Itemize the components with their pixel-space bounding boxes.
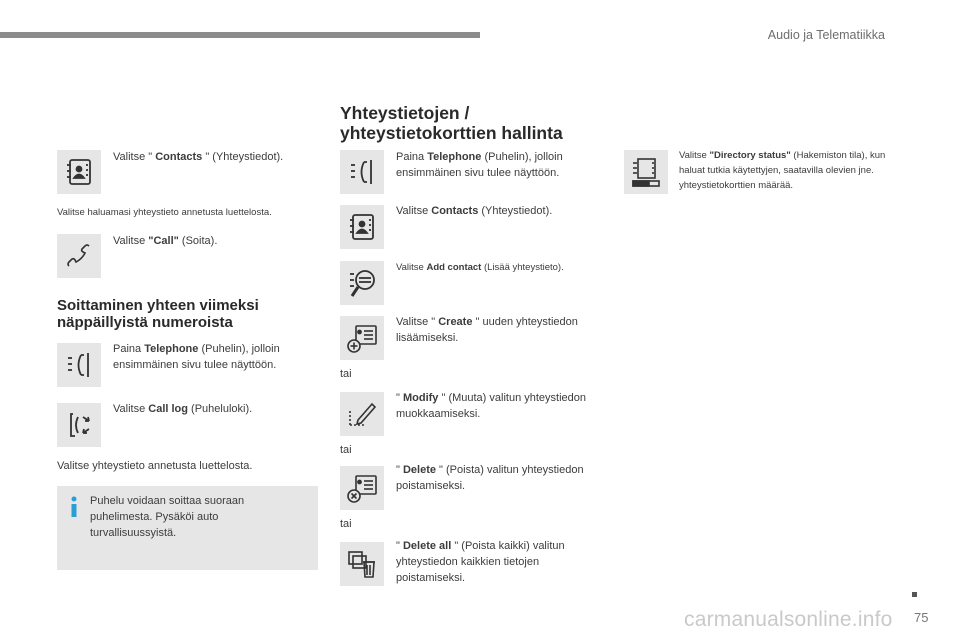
step-press-telephone: Paina Telephone (Puhelin), jolloin ensimmäinen sivu tulee näyttöön. — [113, 343, 280, 371]
heading-manage-contacts — [340, 103, 620, 143]
telephone-icon — [57, 343, 101, 387]
call-icon — [57, 234, 101, 278]
heading-line: yhteystietokorttien hallinta — [340, 123, 563, 143]
contacts-icon — [57, 150, 101, 194]
call-log-icon — [57, 403, 101, 447]
info-icon — [67, 496, 81, 518]
step-select-create: Valitse " Create " uuden yhteystiedon lisäämiseksi. — [396, 316, 578, 344]
header-bar — [0, 32, 480, 38]
step-select-call-log: Valitse Call log (Puheluloki). — [113, 403, 253, 415]
add-contact-icon — [340, 261, 384, 305]
heading-line: Soittaminen yhteen viimeksi — [57, 297, 259, 314]
info-box — [57, 486, 318, 570]
contacts-icon — [340, 205, 384, 249]
heading-line: näppäillyistä numeroista — [57, 314, 233, 331]
step-select-call: Valitse "Call" (Soita). — [113, 235, 218, 247]
footer-marker — [912, 592, 917, 597]
step-select-contacts: Valitse " Contacts " (Yhteystiedot). — [113, 151, 284, 163]
telephone-icon — [340, 150, 384, 194]
heading-line: Yhteystietojen / — [340, 103, 470, 123]
or-label: tai — [340, 518, 352, 530]
step-select-contact-text: Valitse haluamasi yhteystieto annetusta luettelosta. — [57, 207, 272, 218]
step-delete-all: " Delete all " (Poista kaikki) valitun yhteystiedon kaikkien tietojen poistamiseksi. — [396, 540, 565, 584]
modify-icon — [340, 392, 384, 436]
or-label: tai — [340, 368, 352, 380]
watermark: carmanualsonline.info — [684, 608, 893, 631]
step-directory-status: Valitse "Directory status" (Hakemiston tila), kun haluat tutkia käytettyjen, saatavilla olevien jne. yhteystietokorttien määrää. — [679, 150, 886, 191]
step-delete: " Delete " (Poista) valitun yhteystiedon poistamiseksi. — [396, 464, 584, 492]
page-number: 75 — [914, 610, 929, 625]
or-label: tai — [340, 444, 352, 456]
delete-icon — [340, 466, 384, 510]
section-title: Audio ja Telematiikka — [767, 28, 885, 42]
step-select-contacts: Valitse Contacts (Yhteystiedot). — [396, 205, 553, 217]
step-select-from-list: Valitse yhteystieto annetusta luettelosta. — [57, 460, 253, 472]
heading-last-dialled — [57, 297, 307, 331]
create-icon — [340, 316, 384, 360]
directory-status-icon — [624, 150, 668, 194]
step-press-telephone: Paina Telephone (Puhelin), jolloin ensimmäinen sivu tulee näyttöön. — [396, 151, 563, 179]
step-modify: " Modify " (Muuta) valitun yhteystiedon muokkaamiseksi. — [396, 392, 587, 420]
delete-all-icon — [340, 542, 384, 586]
info-text: Puhelu voidaan soittaa suoraan puhelimesta. Pysäköi auto turvallisuussyistä. — [90, 495, 245, 539]
step-select-add-contact: Valitse Add contact (Lisää yhteystieto). — [396, 262, 564, 273]
